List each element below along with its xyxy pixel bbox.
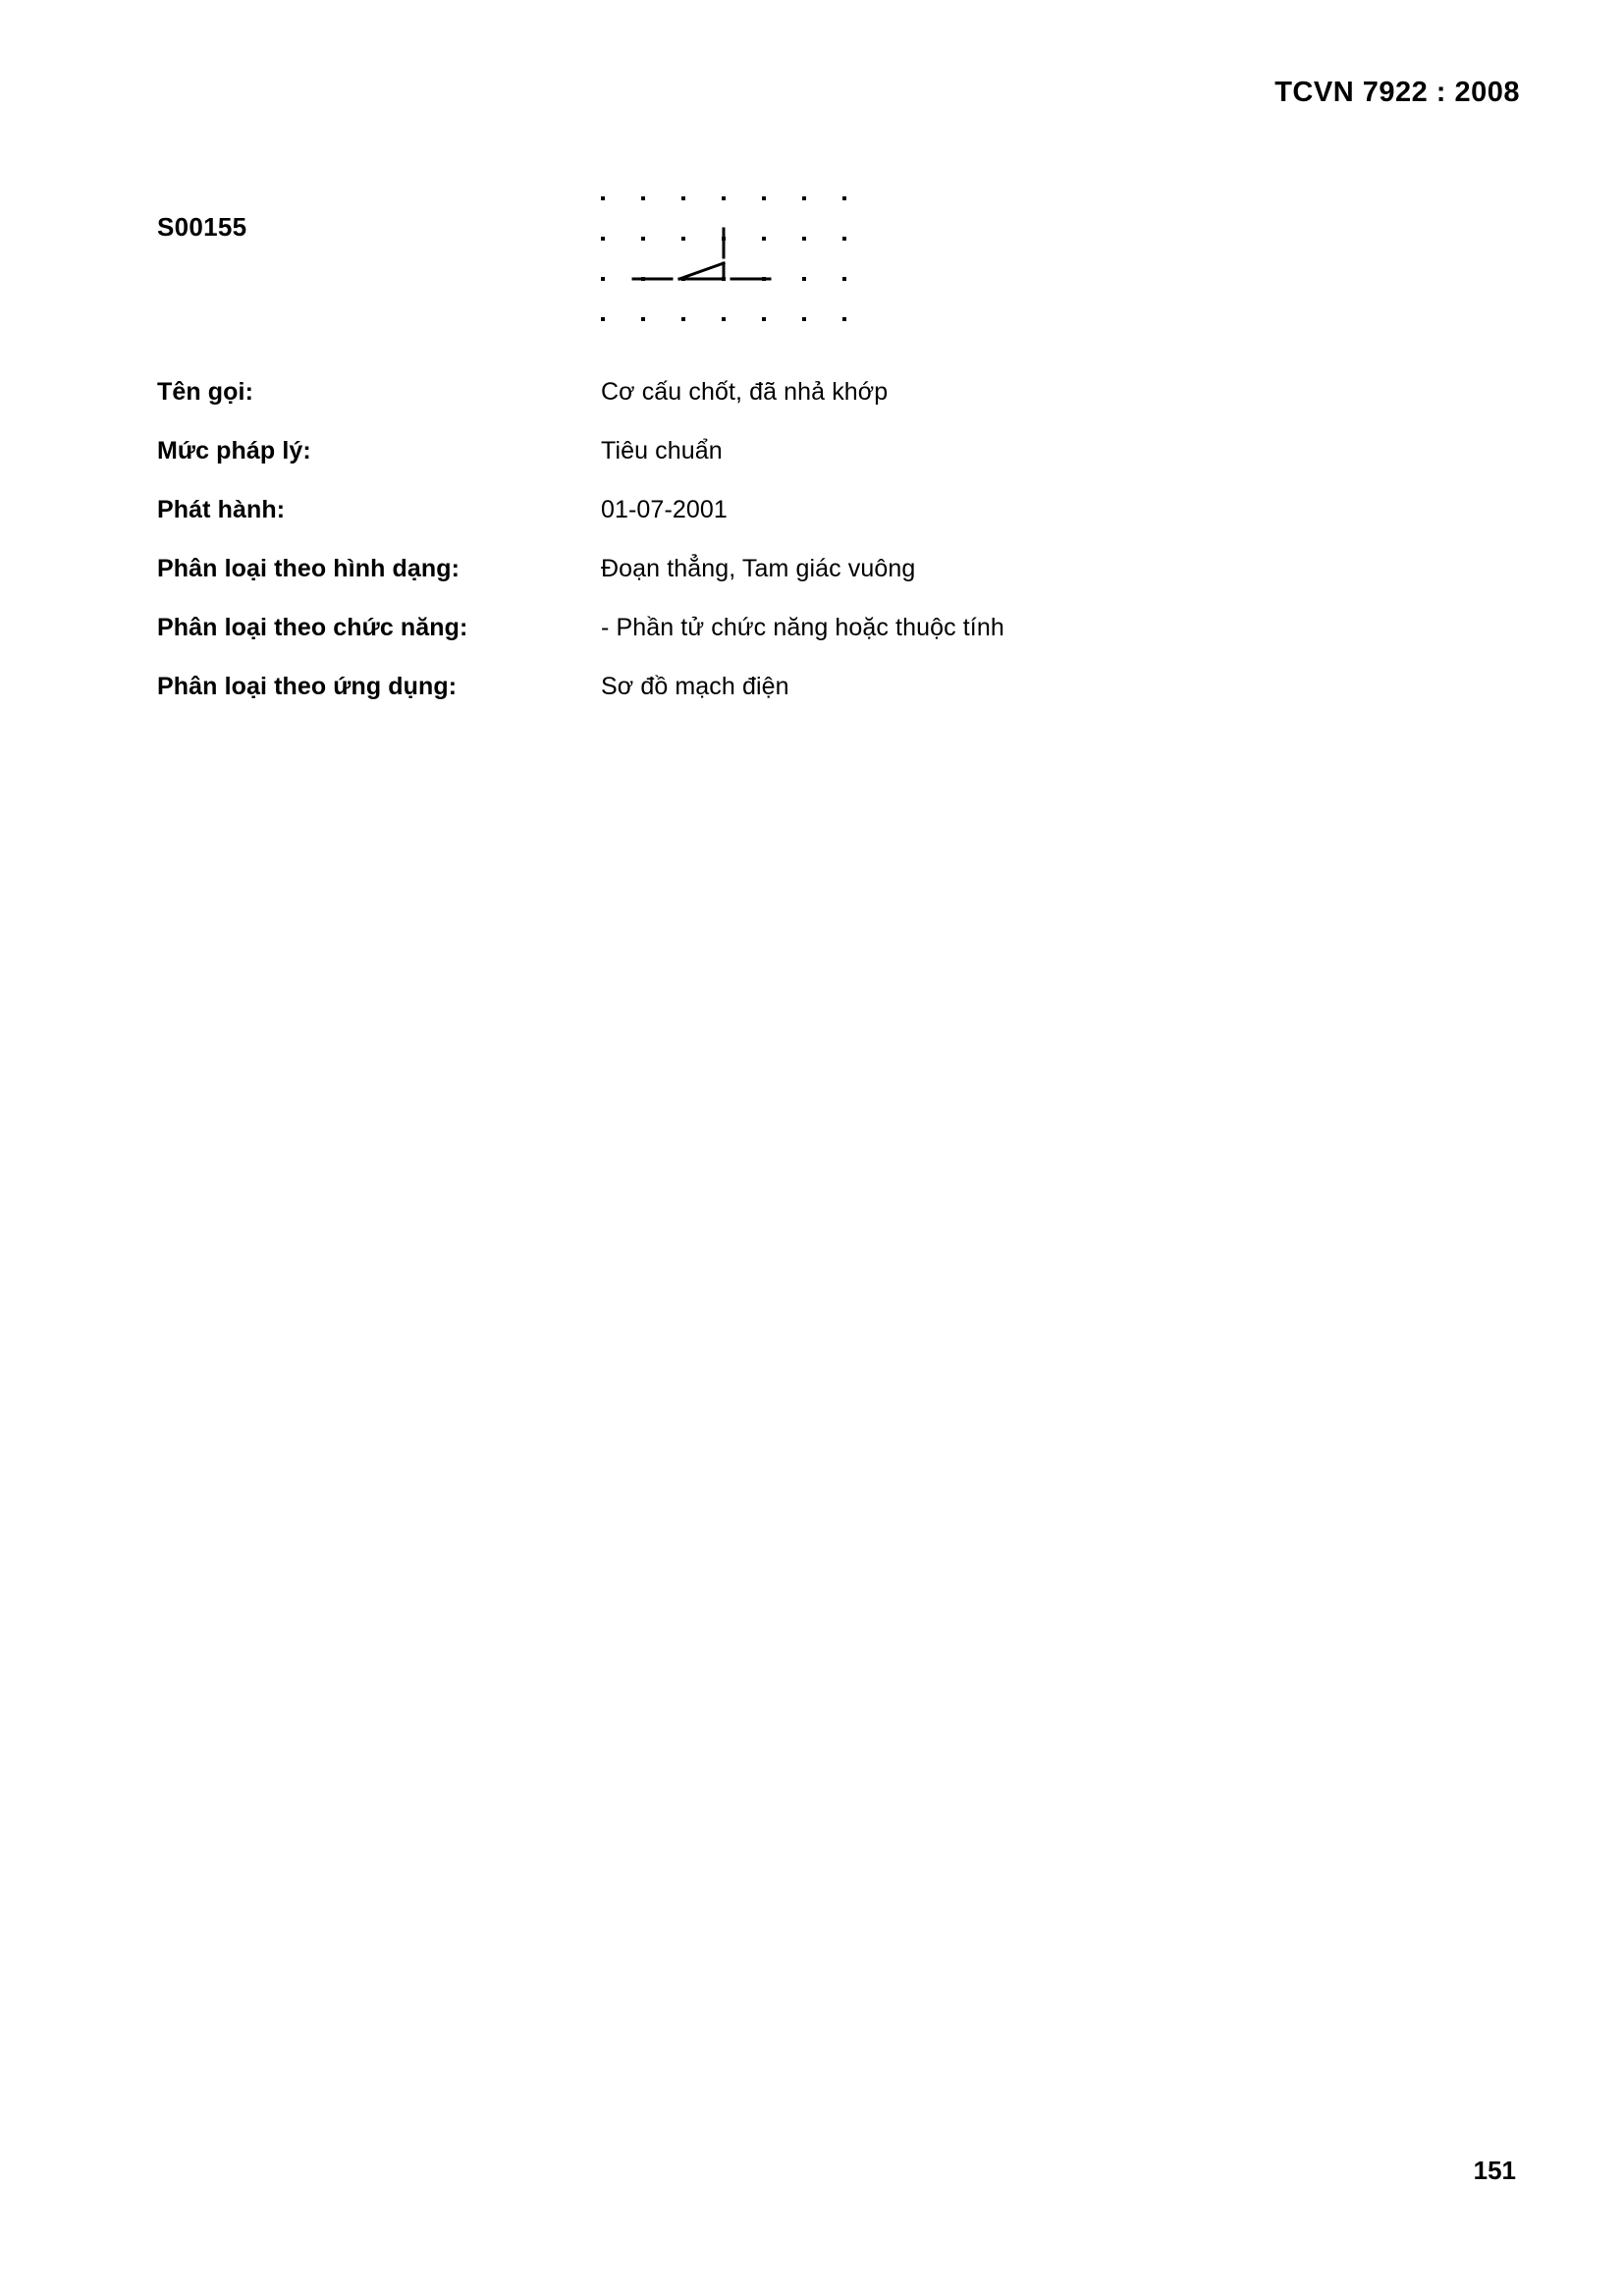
page-header-standard-ref: TCVN 7922 : 2008: [1274, 77, 1520, 108]
page-number: 151: [1473, 2156, 1516, 2185]
latch-mechanism-released-symbol: [601, 196, 866, 324]
field-label-muc-phap-ly: Mức pháp lý:: [157, 437, 311, 465]
field-row: [157, 614, 1473, 642]
field-row: [157, 496, 1473, 524]
field-label-phan-loai-hinh-dang: Phân loại theo hình dạng:: [157, 555, 460, 582]
field-label-phan-loai-ung-dung: Phân loại theo ứng dụng:: [157, 673, 458, 700]
field-row: [157, 555, 1473, 583]
symbol-code: S00155: [157, 212, 247, 242]
field-value-phan-loai-hinh-dang: Đoạn thẳng, Tam giác vuông: [601, 555, 916, 582]
field-value-ten-goi: Cơ cấu chốt, đã nhả khớp: [601, 378, 889, 406]
field-value-muc-phap-ly: Tiêu chuẩn: [601, 437, 723, 465]
field-value-phan-loai-ung-dung: Sơ đồ mạch điện: [601, 673, 789, 700]
field-value-phat-hanh: 01-07-2001: [601, 496, 728, 523]
field-value-phan-loai-chuc-nang: - Phần tử chức năng hoặc thuộc tính: [601, 614, 1004, 641]
field-row: [157, 378, 1473, 407]
field-row: [157, 673, 1473, 701]
symbol-attribute-list: [157, 378, 1473, 732]
field-label-phat-hanh: Phát hành:: [157, 496, 286, 523]
field-label-phan-loai-chuc-nang: Phân loại theo chức năng:: [157, 614, 468, 641]
field-label-ten-goi: Tên gọi:: [157, 378, 254, 406]
field-row: [157, 437, 1473, 465]
